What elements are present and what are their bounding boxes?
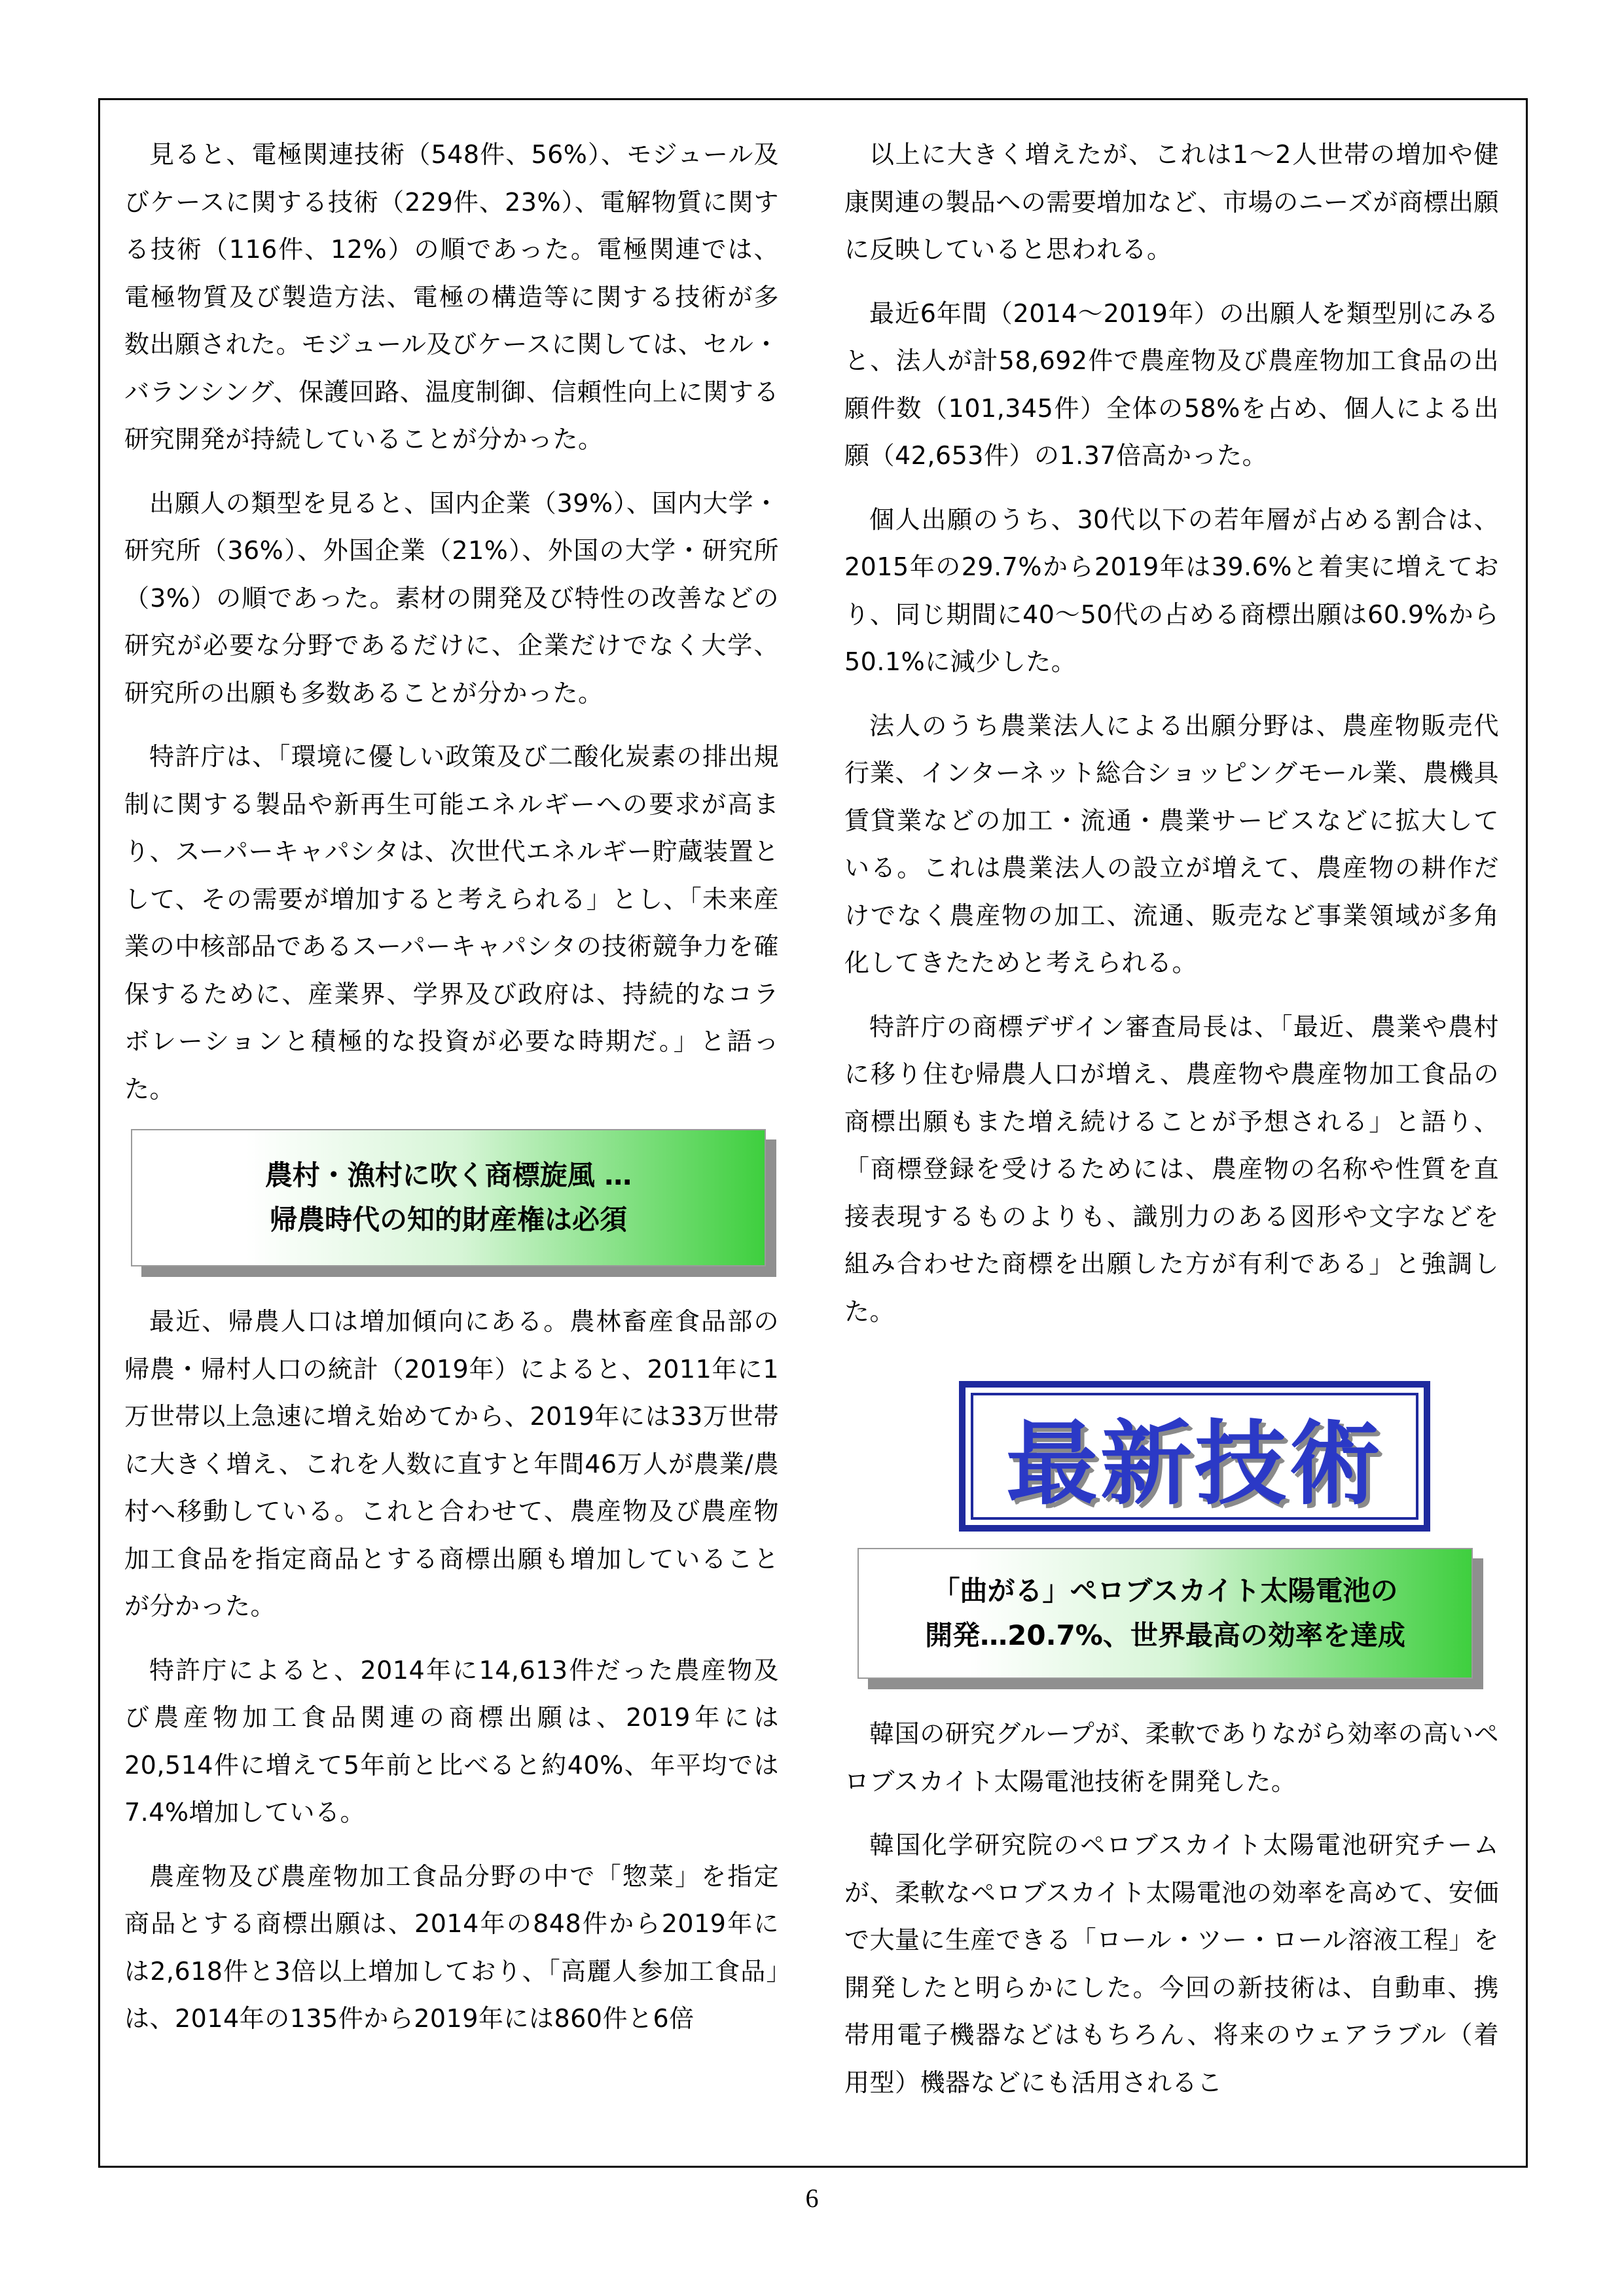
- paragraph: 個人出願のうち、30代以下の若年層が占める割合は、2015年の29.7%から2019年は39.6%と着実に増えており、同じ期間に40～50代の占める商標出願は60.9%から50.1%に減少した。: [844, 505, 1499, 676]
- paragraph: 農産物及び農産物加工食品分野の中で「惣菜」を指定商品とする商標出願は、2014年の848件から2019年には2,618件と3倍以上増加しており、「高麗人参加工食品」は、2014年の135件から2019年には860件と6倍: [124, 1861, 779, 2033]
- paragraph: 法人のうち農業法人による出願分野は、農産物販売代行業、インターネット総合ショッピングモール業、農機具賃貸業などの加工・流通・農業サービスなどに拡大している。これは農業法人の設立が増えて、農産物の耕作だけでなく農産物の加工、流通、販売など事業領域が多角化してきたためと考えられる。: [844, 711, 1499, 977]
- section-logo: [959, 1381, 1430, 1532]
- paragraph: 特許庁は、「環境に優しい政策及び二酸化炭素の排出規制に関する製品や新再生可能エネルギーへの要求が高まり、スーパーキャパシタは、次世代エネルギー貯蔵装置として、その需要が増加すると考えられる」とし、「未来産業の中核部品であるスーパーキャパシタの技術競争力を確保するために、産業界、学界及び政府は、持続的なコラボレーションと積極的な投資が必要な時期だ。」と語った。: [124, 742, 779, 1103]
- left-column: [124, 131, 779, 2059]
- right-column: [844, 131, 1499, 2123]
- section-logo-text: 最新技術: [1005, 1410, 1383, 1518]
- article-heading-line-2: 帰農時代の知的財産権は必須: [269, 1204, 627, 1236]
- paragraph: 見ると、電極関連技術（548件、56%）、モジュール及びケースに関する技術（229件、23%）、電解物質に関する技術（116件、12%）の順であった。電極関連では、電極物質及び製造方法、電極の構造等に関する技術が多数出願された。モジュール及びケースに関しては、セル・バランシング、保護回路、温度制御、信頼性向上に関する研究開発が持続していることが分かった。: [124, 140, 779, 454]
- article-heading-line-1: 「曲がる」ペロブスカイト太陽電池の: [932, 1575, 1398, 1607]
- section-logo-inner: [971, 1393, 1418, 1520]
- paragraph: 韓国の研究グループが、柔軟でありながら効率の高いペロブスカイト太陽電池技術を開発した。: [844, 1719, 1499, 1796]
- paragraph: 出願人の類型を見ると、国内企業（39%）、国内大学・研究所（36%）、外国企業（21%）、外国の大学・研究所（3%）の順であった。素材の開発及び特性の改善などの研究が必要な分野であるだけに、企業だけでなく大学、研究所の出願も多数あることが分かった。: [124, 488, 779, 708]
- paragraph: 韓国化学研究院のペロブスカイト太陽電池研究チームが、柔軟なペロブスカイト太陽電池の効率を高めて、安価で大量に生産できる「ロール・ツー・ロール溶液工程」を開発したと明らかにした。今回の新技術は、自動車、携帯用電子機器などはもちろん、将来のウェアラブル（着用型）機器などにも活用されるこ: [844, 1831, 1499, 2097]
- article-heading-box: [131, 1129, 766, 1266]
- paragraph: 以上に大きく増えたが、これは1～2人世帯の増加や健康関連の製品への需要増加など、市場のニーズが商標出願に反映していると思われる。: [844, 140, 1499, 264]
- paragraph: 特許庁によると、2014年に14,613件だった農産物及び農産物加工食品関連の商標出願は、2019年には20,514件に増えて5年前と比べると約40%、年平均では7.4%増加している。: [124, 1655, 779, 1827]
- article-heading-box: [857, 1548, 1473, 1679]
- paragraph: 最近、帰農人口は増加傾向にある。農林畜産食品部の帰農・帰村人口の統計（2019年）によると、2011年に1万世帯以上急速に増え始めてから、2019年には33万世帯に大きく増え、これを人数に直すと年間46万人が農業/農村へ移動している。これと合わせて、農産物及び農産物加工食品を指定商品とする商標出願も増加していることが分かった。: [124, 1307, 779, 1621]
- page-number: 6: [805, 2183, 819, 2213]
- article-heading-line-1: 農村・漁村に吹く商標旋風 …: [264, 1159, 632, 1191]
- paragraph: 特許庁の商標デザイン審査局長は、「最近、農業や農村に移り住む帰農人口が増え、農産物や農産物加工食品の商標出願もまた増え続けることが予想される」と語り、「商標登録を受けるためには、農産物の名称や性質を直接表現するものよりも、識別力のある図形や文字などを組み合わせた商標を出願した方が有利である」と強調した。: [844, 1012, 1499, 1326]
- paragraph: 最近6年間（2014～2019年）の出願人を類型別にみると、法人が計58,692件で農産物及び農産物加工食品の出願件数（101,345件）全体の58%を占め、個人による出願（42,653件）の1.37倍高かった。: [844, 298, 1499, 470]
- article-heading-line-2: 開発…20.7%、世界最高の効率を達成: [925, 1619, 1405, 1651]
